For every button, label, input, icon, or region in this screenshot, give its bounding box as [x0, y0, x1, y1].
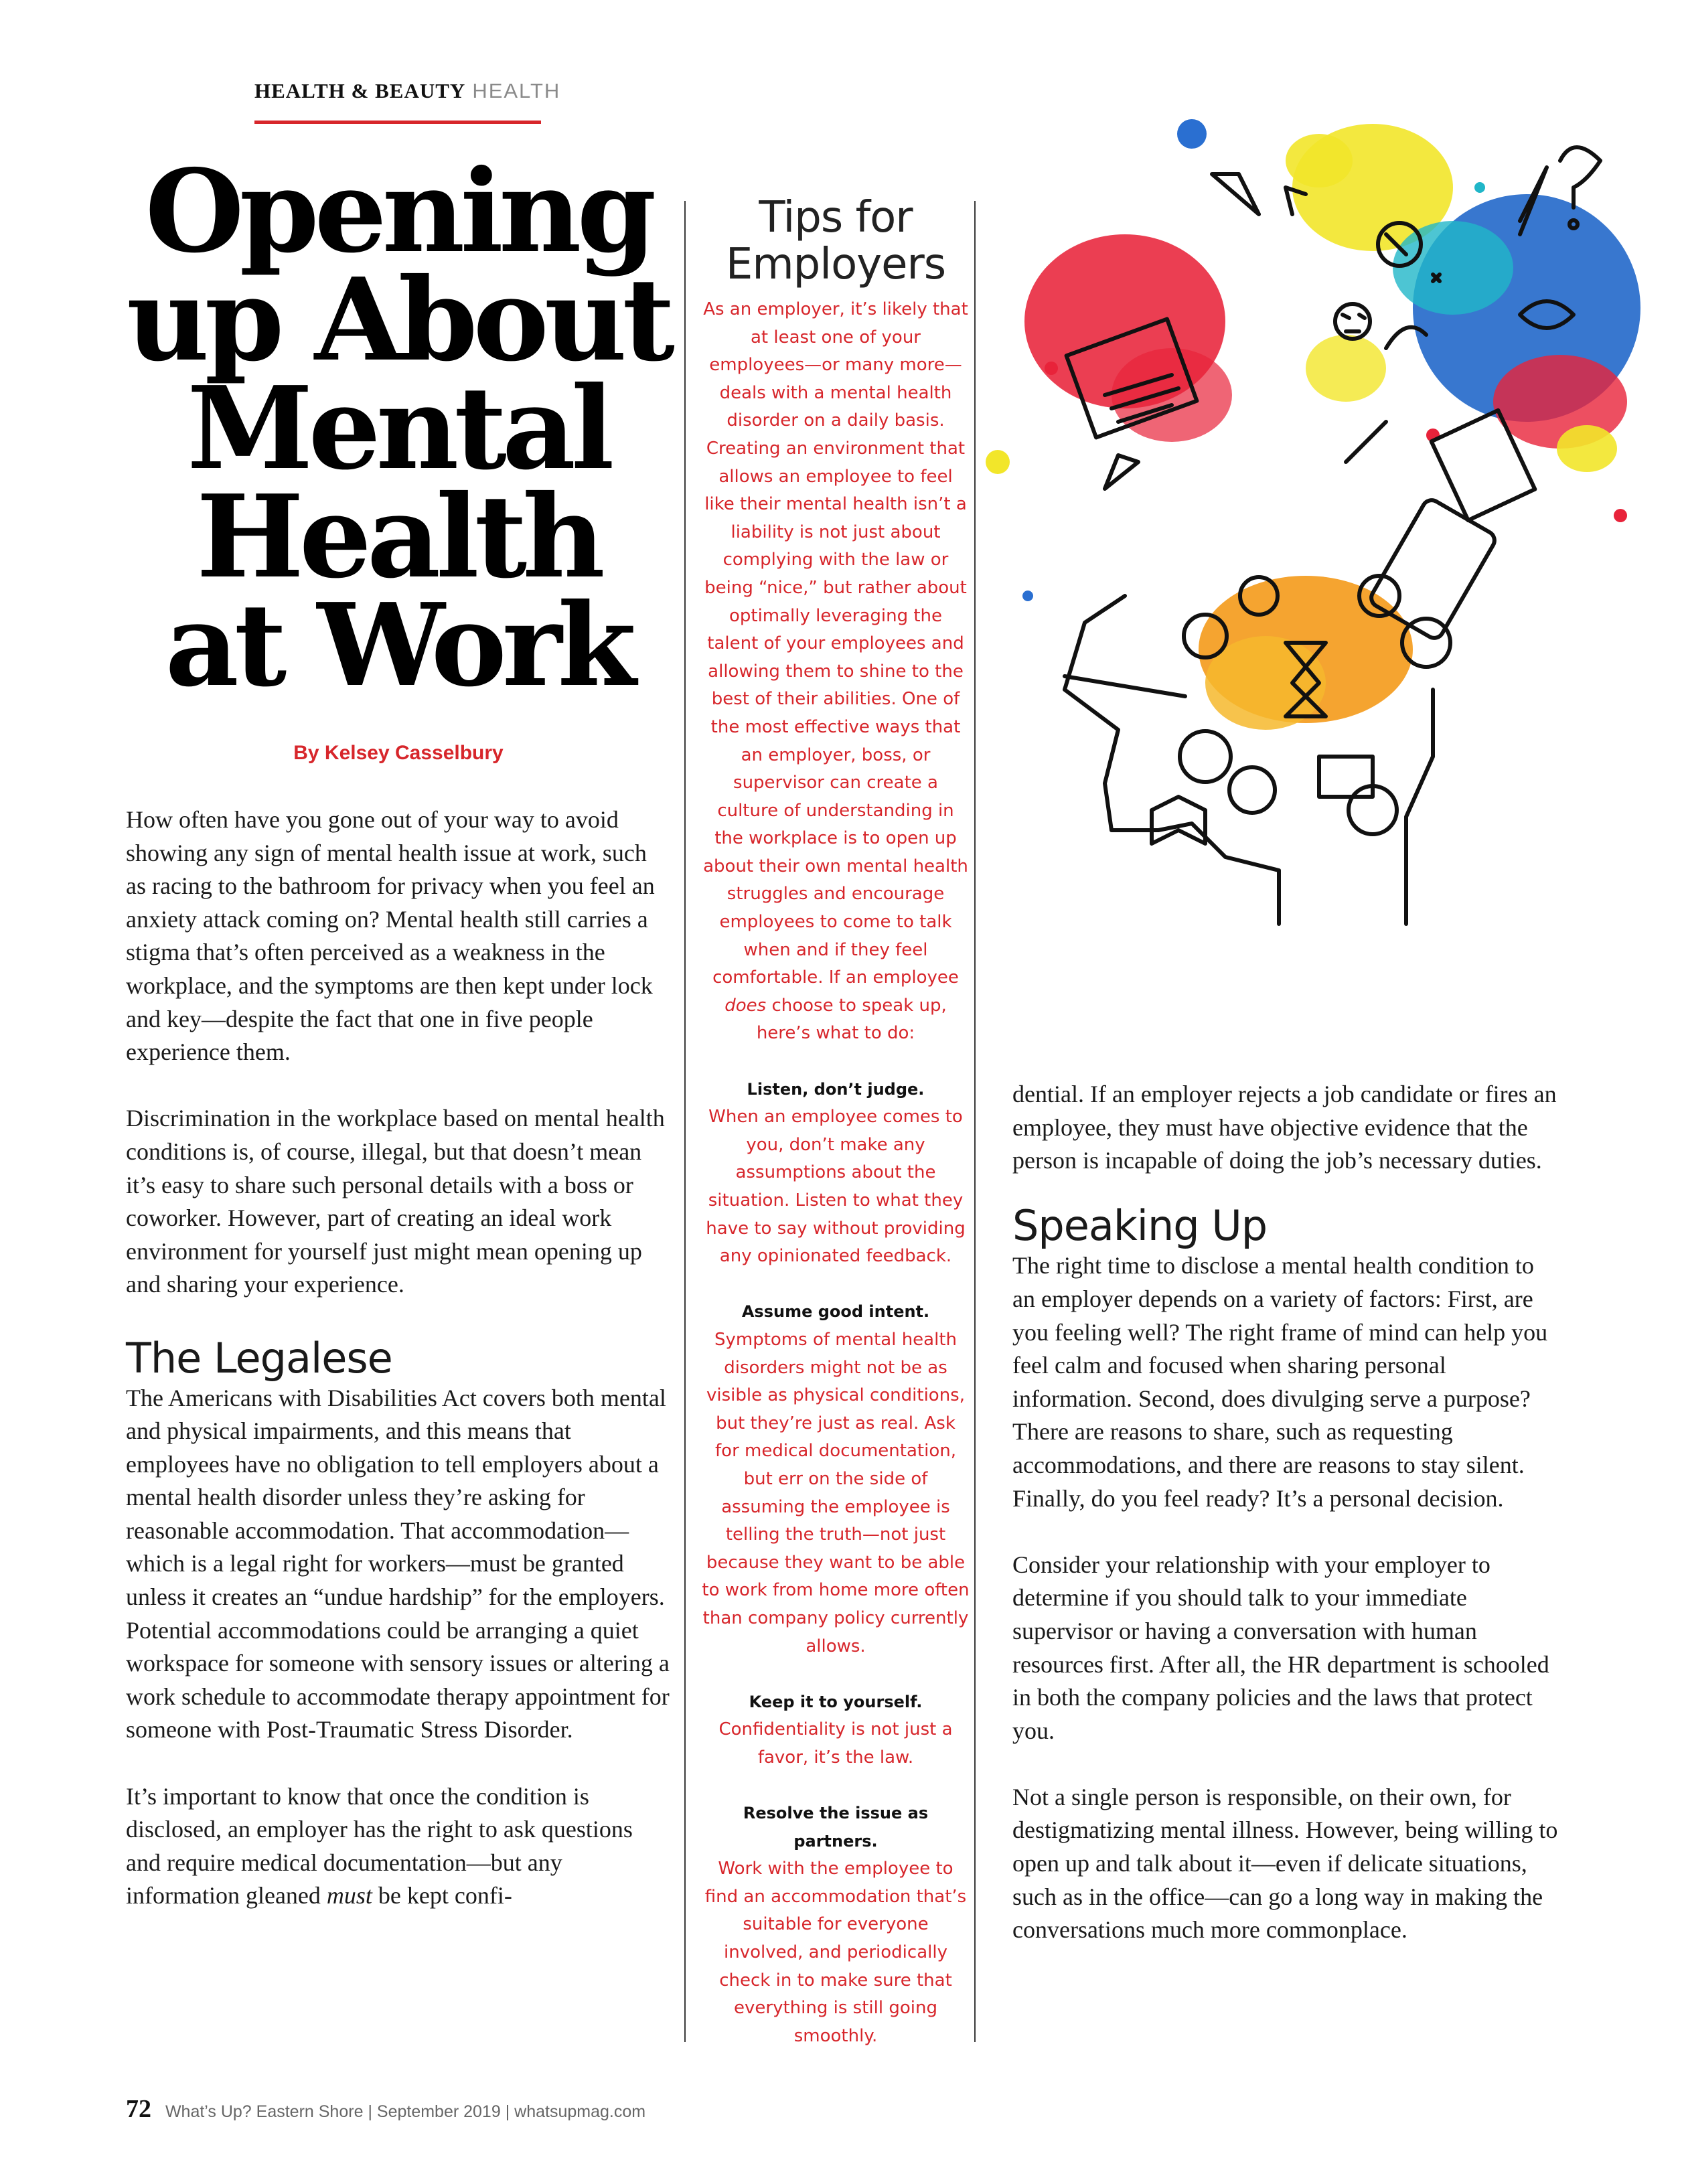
title-line: Health [196, 470, 601, 604]
sidebar-intro [702, 296, 970, 1048]
column-divider-left [684, 201, 686, 2042]
paragraph: Consider your relationship with your employer to determine if you should talk to your immediate supervisor or having a conversation with human resources first. After all, the HR department is schooled in both the company policies and the laws that protect you. [1012, 1551, 1549, 1744]
sidebar-title [702, 194, 970, 288]
page-footer [126, 2094, 645, 2124]
paragraph: dential. If an employer rejects a job candidate or fires an employee, they must have objective evidence that the person is incapable of doing the job’s necessary duties. [1012, 1081, 1557, 1174]
title-line: at Work [165, 578, 632, 712]
paragraph: Discrimination in the workplace based on mental health conditions is, of course, illegal, but that doesn’t mean it’s easy to share such personal details with a boss or coworker. However, part of creating an ideal work environment for yourself just might mean opening up and sharing your experience. [126, 1105, 665, 1298]
footer-separator: | [368, 2102, 372, 2121]
subsection-label: HEALTH [472, 79, 561, 102]
sidebar-intro-text: As an employer, it’s likely that at least one of your employees—or many more—deals with a mental health disorder on a daily basis. Creating an environment that allows an employee to feel like their mental health isn’t a liability is not just about complying with the law or being “nice,” but rather about optimally leveraging the talent of your employees and allowing them to shine to the best of their abilities. One of the most effective ways that an employer, boss, or supervisor can create a culture of understanding in the workplace is to open up about their own mental health struggles and encourage employees to come to talk when and if they feel comfortable. If an employee [703, 299, 968, 988]
publication-name: What’s Up? Eastern Shore [165, 2102, 364, 2121]
tip-body: Symptoms of mental health disorders might not be as visible as physical conditions, but they’re just as real. Ask for medical documentation, but err on the side of assuming the employee is telling the truth—not just because they want to be able to work from home more often than company policy currently allows. [702, 1329, 970, 1656]
paragraph [126, 1780, 670, 1913]
sidebar-intro-text: choose to speak up, here’s what to do: [756, 995, 947, 1044]
title-line: up About [127, 253, 670, 387]
kicker-underline [254, 121, 541, 124]
sidebar-title-line: Tips for [759, 193, 913, 242]
sidebar-title-line: Employers [725, 240, 946, 289]
section-heading-legalese: The Legalese [126, 1333, 392, 1383]
paragraph-text: be kept confi- [372, 1882, 512, 1909]
tip-body: When an employee comes to you, don’t make any assumptions about the situation. Listen to what they have to say without providing any opinionated feedback. [706, 1107, 966, 1267]
byline: By Kelsey Casselbury [293, 742, 504, 764]
section-heading-speaking-up: Speaking Up [1012, 1201, 1268, 1251]
tip-item [702, 1076, 970, 1271]
tip-heading: Resolve the issue as partners. [743, 1804, 929, 1851]
issue-date: September 2019 [376, 2102, 501, 2121]
page-number: 72 [126, 2095, 151, 2123]
tip-body: Work with the employee to find an accommodation that’s suitable for everyone involved, and periodically check in to make sure that everything is still going smoothly. [704, 1859, 967, 2046]
title-line: Opening [145, 145, 652, 279]
article-column-right [1012, 1078, 1561, 1980]
tip-item [702, 1689, 970, 1772]
paragraph: The Americans with Disabilities Act covers both mental and physical impairments, and this means that employees have no obligation to tell employers about a mental health disorder unless they’re asking for reasonable accommodation. That accommodation—which is a legal right for workers—must be granted unless it creates an “undue hardship” for the employers. Potential accommodations could be arranging a quiet workspace for someone with sensory issues or altering a work schedule to accommodate therapy appointment for someone with Post-Traumatic Stress Disorder. [126, 1384, 670, 1743]
tips-sidebar [702, 194, 970, 2078]
article-title [100, 145, 696, 712]
article-column-left [126, 803, 670, 1946]
section-label: HEALTH & BEAUTY [254, 79, 466, 102]
title-line: Mental [187, 362, 610, 495]
paragraph: The right time to disclose a mental health condition to an employer depends on a variety of factors: First, are you feeling well? The right frame of mind can help you feel calm and focused when sharing personal information. Second, does divulging serve a purpose? There are reasons to share, such as requesting accommodations, and there are reasons to stay silent. Finally, do you feel ready? It’s a personal decision. [1012, 1252, 1548, 1512]
emphasis: does [724, 995, 767, 1016]
tip-heading: Keep it to yourself. [749, 1692, 923, 1711]
tip-heading: Assume good intent. [741, 1302, 930, 1322]
paint-splashes [986, 119, 1640, 730]
tip-heading: Listen, don’t judge. [747, 1079, 925, 1099]
website-link[interactable]: whatsupmag.com [514, 2102, 646, 2121]
tip-item [702, 1800, 970, 2050]
head-illustration [971, 114, 1640, 937]
paragraph-text: It’s important to know that once the condition is disclosed, an employer has the right to ask questions and require medical documentation—but any information gleaned [126, 1782, 633, 1909]
section-kicker [254, 79, 560, 103]
paragraph: How often have you gone out of your way to avoid showing any sign of mental health issue at work, such as racing to the bathroom for privacy when you feel an anxiety attack coming on? Mental health still carries a stigma that’s often perceived as a weakness in the workplace, and the symptoms are then kept under lock and key—despite the fact that one in five people experience them. [126, 806, 655, 1066]
tip-body: Confidentiality is not just a favor, it’s the law. [718, 1719, 953, 1768]
footer-separator: | [505, 2102, 510, 2121]
paragraph: Not a single person is responsible, on their own, for destigmatizing mental illness. However, being willing to open up and talk about it—even if delicate situations, such as in the office—can go a long way in making the conversations much more commonplace. [1012, 1783, 1558, 1944]
tip-item [702, 1298, 970, 1660]
emphasis: must [326, 1882, 372, 1909]
